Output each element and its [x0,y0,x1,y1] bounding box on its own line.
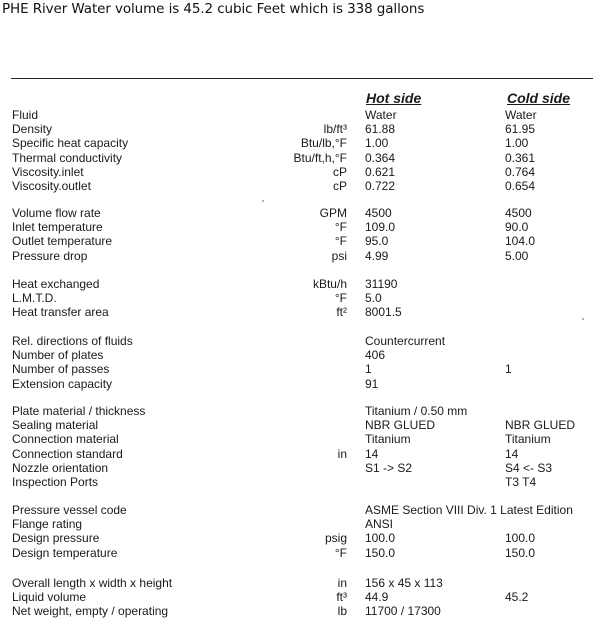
spec-row [0,461,601,475]
row-label: Inspection Ports [12,475,99,489]
row-unit: in [337,446,347,461]
cold-side-value: Water [505,108,537,122]
row-label: Extension capacity [12,376,113,391]
cold-side-value: 90.0 [505,220,529,235]
row-unit: kBtu/h [312,277,347,291]
spec-row [0,277,601,291]
hot-side-value: 4.99 [365,248,389,263]
row-unit: in [337,576,347,590]
row-label: Pressure vessel code [12,503,127,517]
hot-side-value: 100.0 [365,531,396,546]
row-label: Volume flow rate [12,206,101,220]
spec-row [0,517,601,531]
hot-side-value: ASME Section VIII Div. 1 Latest Edition [365,503,573,517]
header-rule [11,78,593,79]
hot-side-value: 91 [365,376,379,391]
cold-side-value: 100.0 [505,531,536,546]
spec-row [0,136,601,150]
row-unit: °F [334,234,347,249]
row-label: Connection material [12,432,119,447]
cold-side-value: 1 [505,362,512,377]
hot-side-value: NBR GLUED [365,418,436,433]
row-label: Design temperature [12,545,118,560]
hot-side-value: 406 [365,348,386,363]
spec-row [0,151,601,165]
hot-side-value: 156 x 45 x 113 [365,576,443,590]
hot-side-value: 61.88 [365,122,396,137]
row-label: Fluid [12,108,39,122]
row-unit: ft² [336,305,347,320]
spec-row [0,334,601,348]
hot-side-value: ANSI [365,517,394,532]
spec-row [0,404,601,418]
row-label: Flange rating [12,517,83,532]
hot-side-value: Titanium / 0.50 mm [365,404,468,418]
spec-row [0,179,601,193]
row-label: Viscosity.inlet [12,164,84,179]
cold-side-value: Titanium [505,432,551,447]
row-unit: Btu/lb,°F [300,136,347,151]
spec-row [0,291,601,305]
spec-row [0,206,601,220]
row-label: Plate material / thickness [12,404,146,418]
scan-speck [262,200,264,202]
row-unit: psig [324,531,347,546]
cold-side-value: 5.00 [505,248,529,263]
spec-row [0,108,601,122]
row-unit: GPM [319,206,347,220]
row-label: Rel. directions of fluids [12,334,133,348]
row-unit: Btu/ft,h,°F [293,150,347,165]
hot-side-value: 14 [365,446,379,461]
row-label: Viscosity.outlet [12,179,91,193]
hot-side-value: 95.0 [365,234,389,249]
cold-side-value: NBR GLUED [505,418,576,433]
row-unit: ft³ [336,590,347,605]
spec-row [0,475,601,489]
cold-side-value: 61.95 [505,122,536,137]
page-title: PHE River Water volume is 45.2 cubic Feet which is 338 gallons [2,1,425,17]
row-label: Specific heat capacity [12,136,129,151]
row-label: Thermal conductivity [12,150,123,165]
spec-row [0,590,601,604]
hot-side-value: 11700 / 17300 [365,604,441,619]
cold-side-value: 0.654 [505,179,536,193]
spec-row [0,234,601,248]
cold-side-value: 45.2 [505,590,529,605]
hot-side-value: 150.0 [365,545,396,560]
row-label: Nozzle orientation [12,460,109,475]
row-unit: °F [334,545,347,560]
row-label: Liquid volume [12,590,87,605]
cold-side-value: 4500 [505,206,532,220]
row-label: Heat exchanged [12,277,100,291]
row-label: Sealing material [12,418,99,433]
spec-row [0,604,601,618]
row-label: Overall length x width x height [12,576,173,590]
row-label: Density [12,122,53,137]
row-label: Net weight, empty / operating [12,604,169,619]
row-unit: cP [332,179,347,193]
spec-row [0,531,601,545]
row-unit: cP [332,164,347,179]
row-unit: °F [334,291,347,306]
hot-side-value: 1 [365,362,372,377]
hot-side-value: Countercurrent [365,334,446,348]
row-label: Connection standard [12,446,123,461]
spec-row [0,546,601,560]
row-unit: lb [337,604,347,619]
row-label: Number of plates [12,348,104,363]
hot-side-value: 109.0 [365,220,396,235]
hot-side-value: 0.364 [365,150,396,165]
cold-side-value: 150.0 [505,545,536,560]
row-label: L.M.T.D. [12,291,57,306]
spec-row [0,348,601,362]
scan-speck [582,318,584,320]
spec-row [0,165,601,179]
hot-side-value: 44.9 [365,590,389,605]
hot-side-value: 5.0 [365,291,382,306]
row-unit: °F [334,220,347,235]
row-unit: psi [331,248,347,263]
spec-row [0,377,601,391]
spec-row [0,220,601,234]
hot-side-header: Hot side [366,90,422,106]
hot-side-value: S1 -> S2 [365,460,413,475]
cold-side-value: 1.00 [505,136,529,151]
row-label: Design pressure [12,531,100,546]
cold-side-header: Cold side [507,90,571,106]
spec-row [0,418,601,432]
spec-row [0,362,601,376]
cold-side-value: 0.764 [505,164,536,179]
spec-row [0,122,601,136]
row-label: Outlet temperature [12,234,113,249]
hot-side-value: 4500 [365,206,392,220]
hot-side-value: 1.00 [365,136,389,151]
row-label: Pressure drop [12,248,88,263]
spec-row [0,447,601,461]
cold-side-value: 14 [505,446,519,461]
hot-side-value: 8001.5 [365,305,402,320]
cold-side-value: T3 T4 [505,475,537,489]
hot-side-value: 0.621 [365,164,396,179]
spec-row [0,249,601,263]
cold-side-value: 104.0 [505,234,536,249]
hot-side-value: 0.722 [365,179,396,193]
row-label: Inlet temperature [12,220,103,235]
cold-side-value: S4 <- S3 [505,460,553,475]
row-unit: lb/ft³ [323,122,347,137]
spec-row [0,576,601,590]
hot-side-value: Water [365,108,397,122]
spec-row [0,432,601,446]
spec-row [0,305,601,319]
spec-row [0,503,601,517]
hot-side-value: Titanium [365,432,411,447]
hot-side-value: 31190 [365,277,398,291]
row-label: Heat transfer area [12,305,109,320]
cold-side-value: 0.361 [505,150,536,165]
row-label: Number of passes [12,362,110,377]
